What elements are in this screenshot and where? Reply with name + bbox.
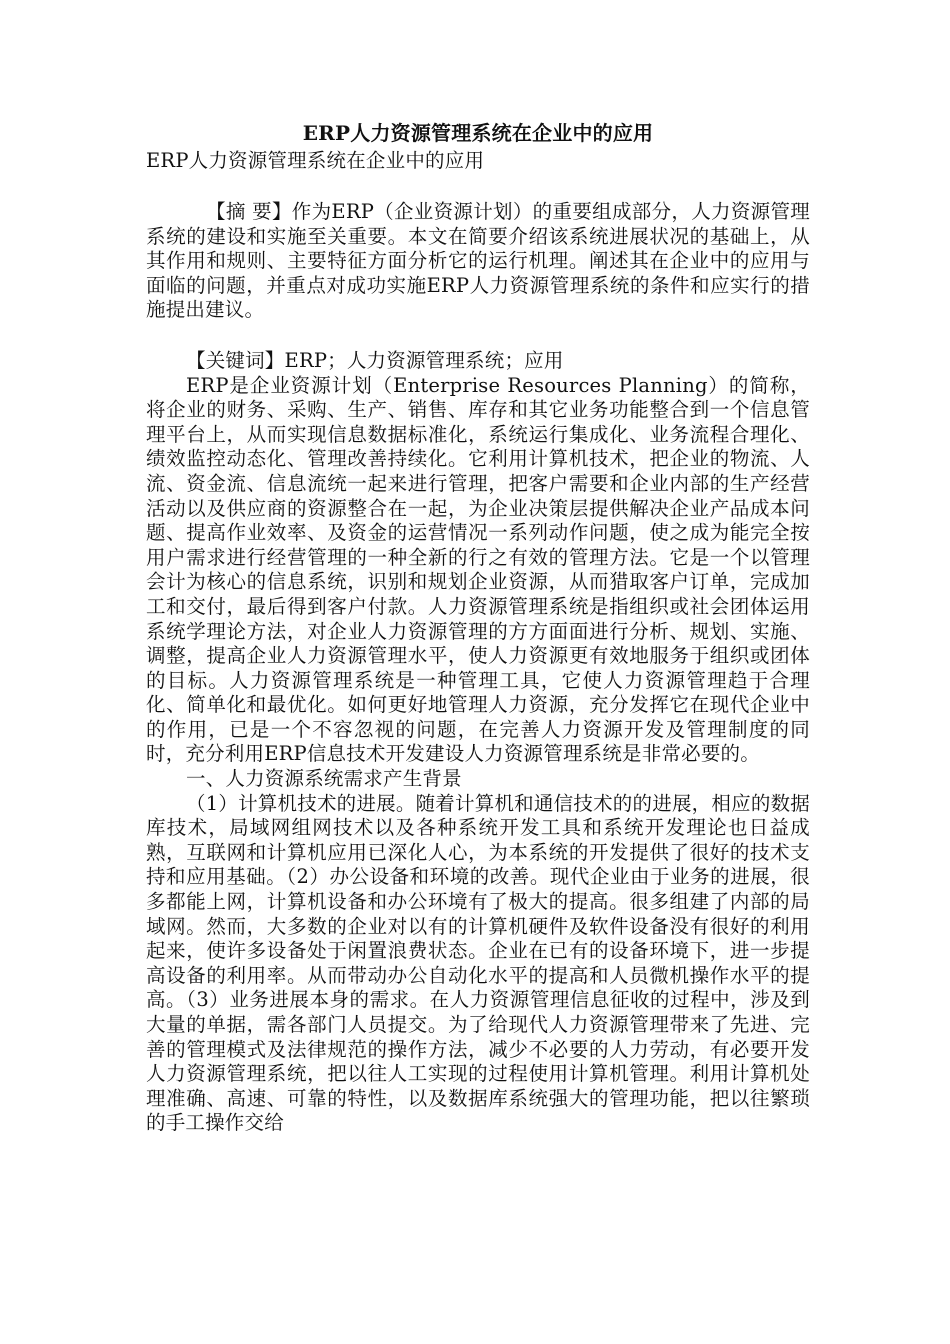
- keywords-label: 【关键词】: [186, 348, 285, 372]
- keywords-text: ERP；人力资源管理系统；应用: [284, 348, 564, 372]
- section-heading: 一、人力资源系统需求产生背景: [186, 767, 462, 791]
- document-title: ERP人力资源管理系统在企业中的应用: [302, 121, 654, 145]
- abstract-text: 作为ERP（企业资源计划）的重要组成部分，人力资源管理系统的建设和实施至关重要。本文在简要介绍该系统进展状况的基础上，从其作用和规则、主要特征方面分析它的运行机理。阐述其在企业中的应用与面临的问题，并重点对成功实施ERP人力资源管理系统的条件和应实行的措施提出建议。: [146, 200, 810, 322]
- intro-paragraph: ERP是企业资源计划（Enterprise Resources Planning）的简称，将企业的财务、采购、生产、销售、库存和其它业务功能整合到一个信息管理平台上，从而实现信息数据标准化，系统运行集成化、业务流程合理化、绩效监控动态化、管理改善持续化。它利用计算机技术，把企业的物流、人流、资金流、信息流统一起来进行管理，把客户需要和企业内部的生产经营活动以及供应商的资源整合在一起，为企业决策层提供解决企业产品成本问题、提高作业效率、及资金的运营情况一系列动作问题，使之成为能完全按用户需求进行经营管理的一种全新的行之有效的管理方法。它是一个以管理会计为核心的信息系统，识别和规划企业资源，从而猎取客户订单，完成加工和交付，最后得到客户付款。人力资源管理系统是指组织或社会团体运用系统学理论方法，对企业人力资源管理的方方面面进行分析、规划、实施、调整，提高企业人力资源管理水平，使人力资源更有效地服务于组织或团体的目标。人力资源管理系统是一种管理工具，它使人力资源管理趋于合理化、简单化和最优化。如何更好地管理人力资源，充分发挥它在现代企业中的作用，已是一个不容忽视的问题，在完善人力资源开发及管理制度的同时，充分利用ERP信息技术开发建设人力资源管理系统是非常必要的。: [146, 373, 810, 766]
- abstract-paragraph: [146, 200, 810, 323]
- abstract-label: 【摘 要】: [206, 200, 292, 223]
- keywords-paragraph: [146, 349, 810, 374]
- section-paragraph: （1）计算机技术的进展。随着计算机和通信技术的的进展，相应的数据库技术，局域网组网技术以及各种系统开发工具和系统开发理论也日益成熟，互联网和计算机应用已深化人心，为本系统的开发提供了很好的技术支持和应用基础。（2）办公设备和环境的改善。现代企业由于业务的进展，很多都能上网，计算机设备和办公环境有了极大的提高。很多组建了内部的局域网。然而，大多数的企业对以有的计算机硬件及软件设备没有很好的利用起来，使许多设备处于闲置浪费状态。企业在已有的设备环境下，进一步提高设备的利用率。从而带动办公自动化水平的提高和人员微机操作水平的提高。（3）业务进展本身的需求。在人力资源管理信息征收的过程中，涉及到大量的单据，需各部门人员提交。为了给现代人力资源管理带来了先进、完善的管理模式及法律规范的操作方法，减少不必要的人力劳动，有必要开发人力资源管理系统，把以往人工实现的过程使用计算机管理。利用计算机处理准确、高速、可靠的特性，以及数据库系统强大的管理功能，把以往繁琐的手工操作交给: [146, 791, 810, 1135]
- document-page: [146, 118, 810, 1136]
- document-subtitle: ERP人力资源管理系统在企业中的应用: [146, 149, 485, 172]
